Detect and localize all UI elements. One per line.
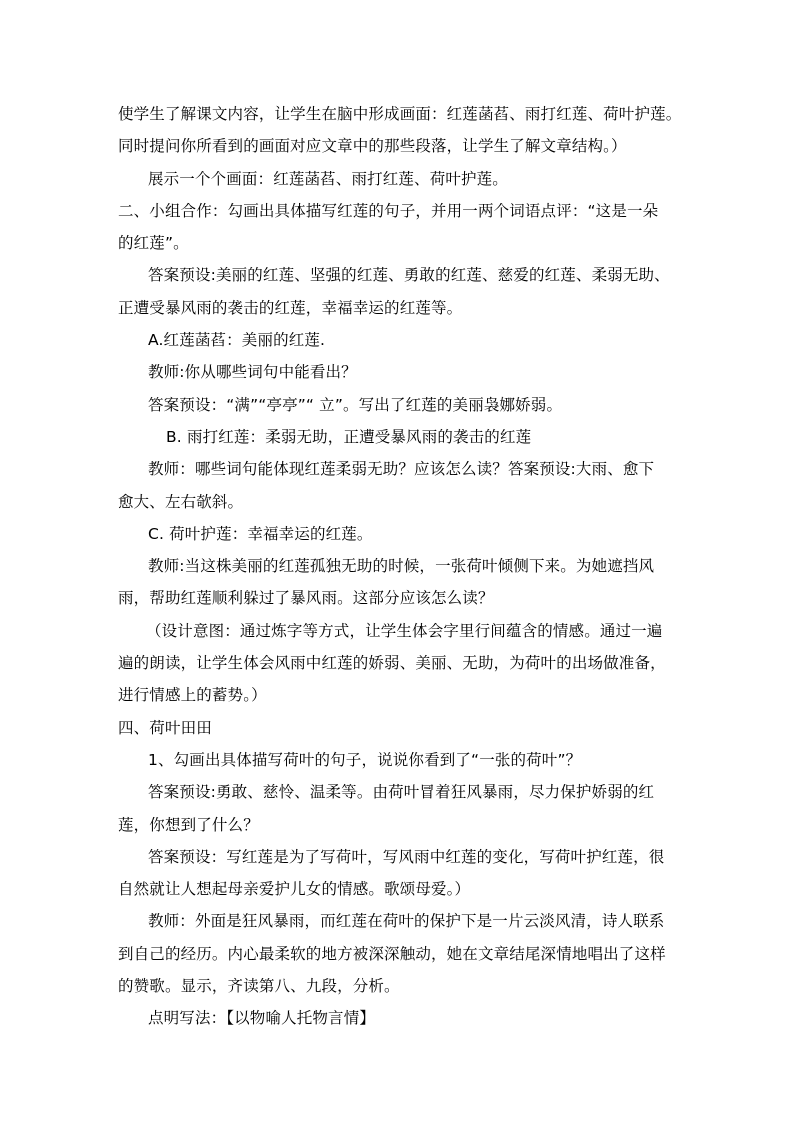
- text-line: 答案预设:美丽的红莲、坚强的红莲、勇敢的红莲、慈爱的红莲、柔弱无助、: [148, 266, 670, 285]
- text-line: 答案预设：写红莲是为了写荷叶，写风雨中红莲的变化，写荷叶护红莲，很: [148, 847, 665, 866]
- section-heading: 四、荷叶田田: [118, 718, 212, 737]
- text-line: 到自己的经历。内心最柔软的地方被深深触动，她在文章结尾深情地唱出了这样: [118, 944, 666, 963]
- text-line: B. 雨打红莲：柔弱无助，正遭受暴风雨的袭击的红莲: [166, 427, 532, 446]
- text-line: 答案预设：“满”“亭亭”“ 立”。写出了红莲的美丽袅娜娇弱。: [148, 395, 563, 414]
- text-line: 教师：哪些词句能体现红莲柔弱无助？应该怎么读？答案预设:大雨、愈下: [148, 460, 655, 479]
- section-heading: 二、小组合作：勾画出具体描写红莲的句子，并用一两个词语点评：“这是一朵: [118, 201, 659, 220]
- text-line: 雨，帮助红莲顺利躲过了暴风雨。这部分应该怎么读？: [118, 589, 494, 608]
- text-line: A.红莲菡萏：美丽的红莲.: [148, 331, 326, 350]
- text-line: 莲，你想到了什么？: [118, 815, 259, 834]
- text-line: 同时提问你所看到的画面对应文章中的那些段落，让学生了解文章结构。）: [118, 137, 627, 156]
- text-line: 答案预设:勇敢、慈怜、温柔等。由荷叶冒着狂风暴雨，尽力保护娇弱的红: [148, 783, 655, 802]
- text-line: 教师:当这株美丽的红莲孤独无助的时候，一张荷叶倾侧下来。为她遮挡风: [148, 557, 655, 576]
- text-line: 使学生了解课文内容，让学生在脑中形成画面：红莲菡萏、雨打红莲、荷叶护莲。: [118, 105, 682, 123]
- text-line: 的红莲”。: [118, 234, 189, 253]
- text-line: 进行情感上的蓄势。）: [118, 686, 267, 705]
- text-line: 教师:你从哪些词句中能看出？: [148, 363, 357, 382]
- text-line: 的赞歌。显示，齐读第八、九段，分析。: [118, 977, 400, 996]
- text-line: 正遭受暴风雨的袭击的红莲，幸福幸运的红莲等。: [118, 298, 463, 317]
- text-line: 点明写法：【以物喻人托物言情】: [148, 1009, 376, 1028]
- text-line: 遍的朗读，让学生体会风雨中红莲的娇弱、美丽、无助，为荷叶的出场做准备，: [118, 654, 666, 673]
- text-line: （设计意图：通过炼字等方式，让学生体会字里行间蕴含的情感。通过一遍: [146, 621, 663, 640]
- text-line: 教师：外面是狂风暴雨，而红莲在荷叶的保护下是一片云淡风清，诗人联系: [148, 912, 665, 931]
- text-line: 自然就让人想起母亲爱护儿女的情感。歌颂母爱。）: [118, 880, 471, 899]
- text-line: 展示一个个画面：红莲菡萏、雨打红莲、荷叶护莲。: [148, 169, 508, 188]
- text-line: C. 荷叶护莲：幸福幸运的红莲。: [148, 524, 373, 543]
- text-line: 1、勾画出具体描写荷叶的句子，说说你看到了“一张的荷叶”？: [148, 750, 582, 769]
- text-line: 愈大、左右欹斜。: [118, 492, 244, 511]
- document-body: [118, 98, 688, 1035]
